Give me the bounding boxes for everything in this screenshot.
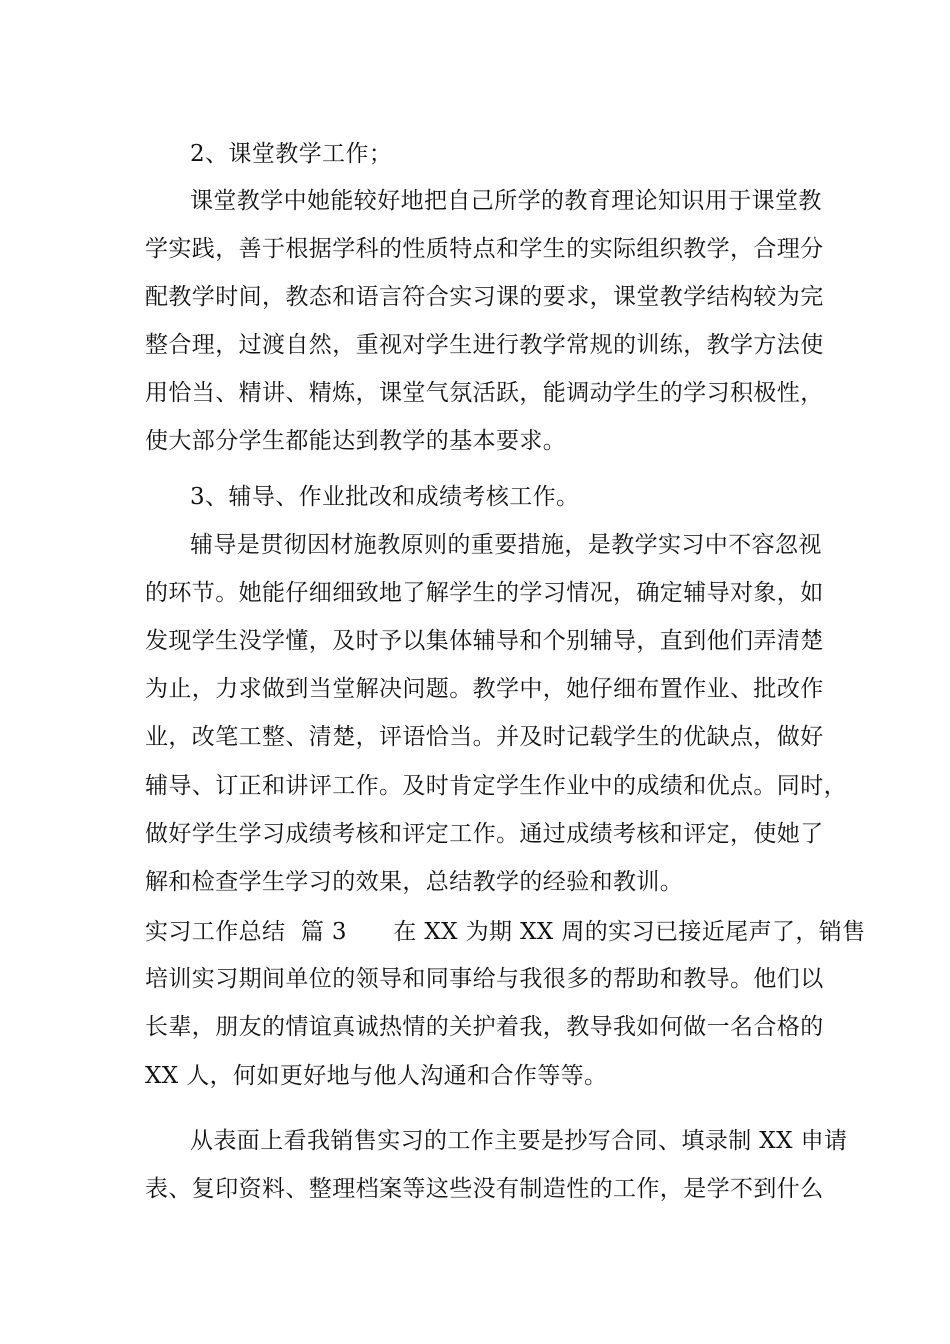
paragraph-line: 辅导、订正和讲评工作。及时肯定学生作业中的成绩和优点。同时， — [145, 773, 847, 799]
paragraph-line: 辅导是贯彻因材施教原则的重要措施，是教学实习中不容忽视 — [190, 532, 822, 558]
paragraph-line: 为止，力求做到当堂解决问题。教学中，她仔细布置作业、批改作 — [145, 676, 824, 702]
paragraph-line: 长辈，朋友的情谊真诚热情的关护着我，教导我如何做一名合格的 — [145, 1014, 824, 1040]
paragraph-line: 发现学生没学懂，及时予以集体辅导和个别辅导，直到他们弄清楚 — [145, 628, 824, 654]
section-heading: 2、课堂教学工作； — [190, 141, 393, 167]
paragraph-line: 课堂教学中她能较好地把自己所学的教育理论知识用于课堂教 — [190, 188, 822, 214]
paragraph-line: 使大部分学生都能达到教学的基本要求。 — [145, 428, 567, 454]
paragraph-line: 培训实习期间单位的领导和同事给与我很多的帮助和教导。他们以 — [145, 966, 824, 992]
paragraph-line: 业，改笔工整、清楚，评语恰当。并及时记载学生的优缺点，做好 — [145, 724, 824, 750]
paragraph-line: 的环节。她能仔细细致地了解学生的学习情况，确定辅导对象，如 — [145, 580, 824, 606]
paragraph-line: 用恰当、精讲、精炼，课堂气氛活跃，能调动学生的学习积极性， — [145, 380, 824, 406]
paragraph-line: 做好学生学习成绩考核和评定工作。通过成绩考核和评定，使她了 — [145, 821, 824, 847]
paragraph-line: 表、复印资料、整理档案等这些没有制造性的工作，是学不到什么 — [145, 1176, 824, 1202]
paragraph-line: 整合理，过渡自然，重视对学生进行教学常规的训练，教学方法使 — [145, 332, 824, 358]
section-heading: 3、辅导、作业批改和成绩考核工作。 — [190, 484, 580, 510]
paragraph-line: XX 人，何如更好地与他人沟通和合作等等。 — [145, 1063, 608, 1089]
paragraph-line: 从表面上看我销售实习的工作主要是抄写合同、填录制 XX 申请 — [190, 1128, 848, 1154]
paragraph-line: 解和检查学生学习的效果，总结教学的经验和教训。 — [145, 869, 684, 895]
paragraph-line: 配教学时间，教态和语言符合实习课的要求，课堂教学结构较为完 — [145, 284, 824, 310]
article-title-line: 实习工作总结 篇 3 在 XX 为期 XX 周的实习已接近尾声了，销售 — [145, 919, 866, 945]
paragraph-line: 学实践，善于根据学科的性质特点和学生的实际组织教学，合理分 — [145, 236, 824, 262]
